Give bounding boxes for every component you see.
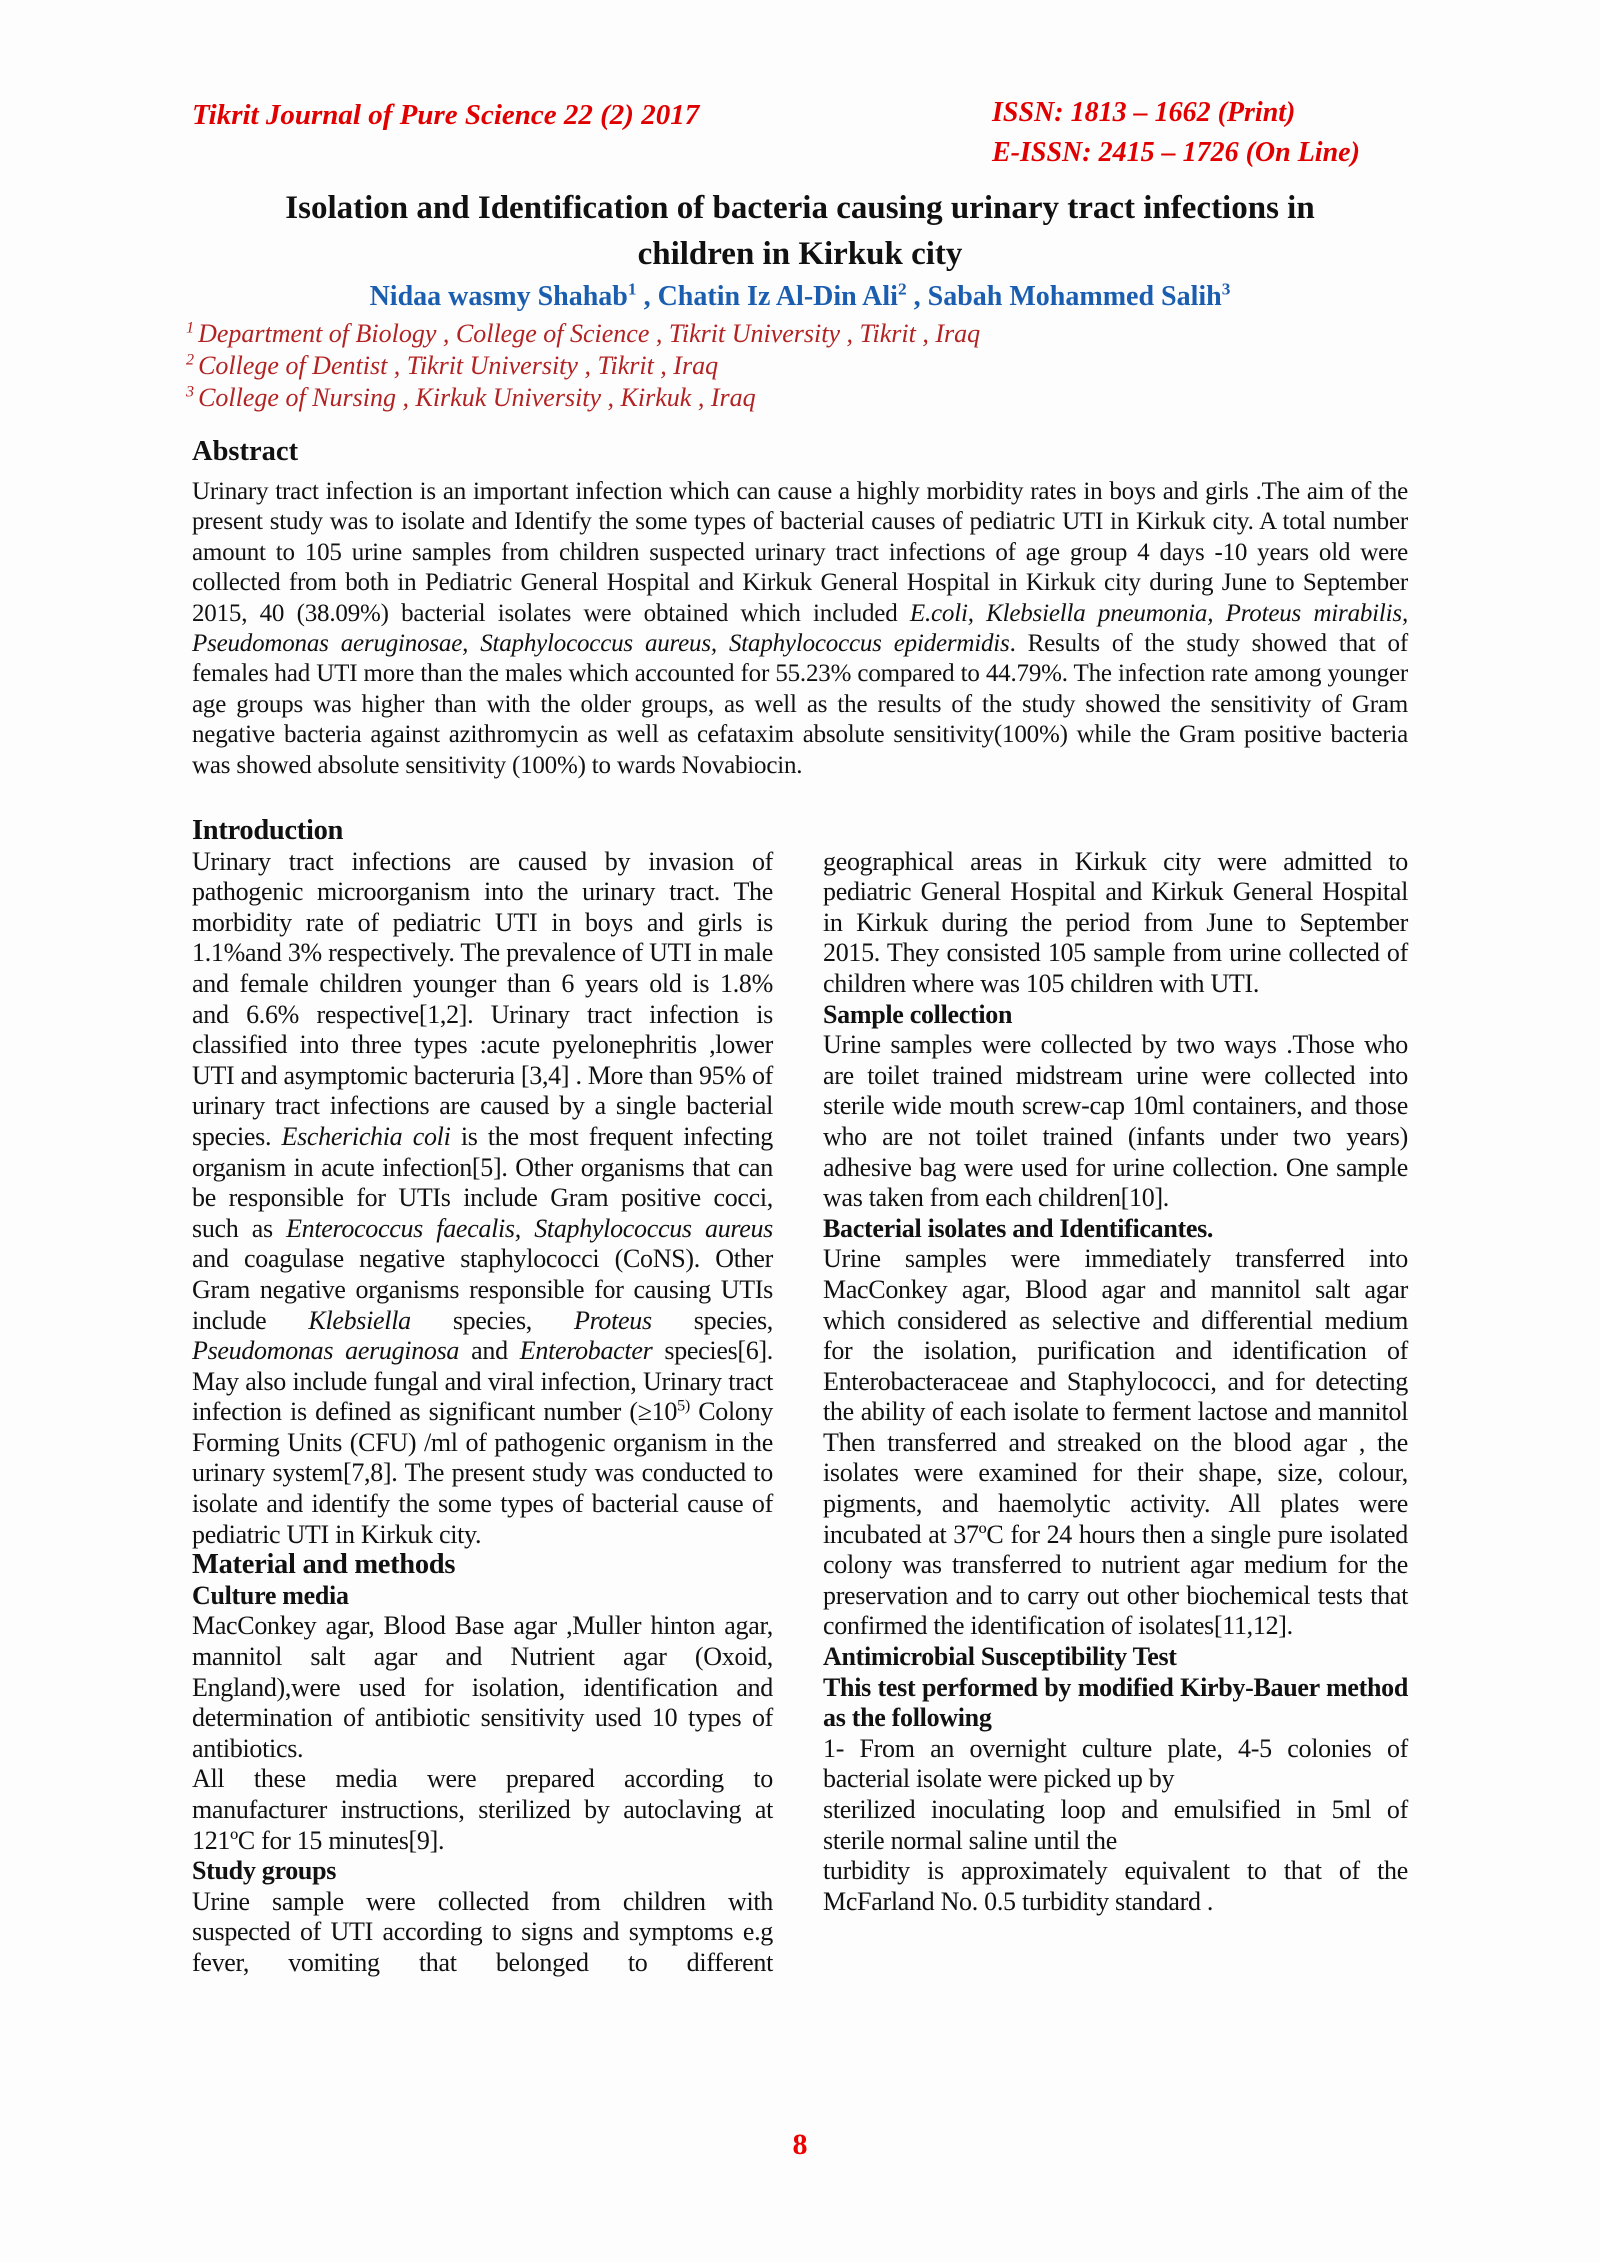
journal-title: Tikrit Journal of Pure Science 22 (2) 2017 [192,99,700,131]
section-heading: Culture media [192,1580,349,1610]
issn-online: E-ISSN: 2415 – 1726 (On Line) [992,137,1360,168]
column-right [823,816,1408,1979]
affiliations [186,318,980,414]
affiliation-line-2: $^2$ College of Dentist , Tikrit University , Tikrit , Iraq [186,351,719,380]
paragraph: Urine sample were collected from children with suspected of UTI according to signs and symptoms e.g fever, vomiting that belonged to different [192,1886,773,1977]
section-heading: Study groups [192,1856,337,1886]
paragraph: Urinary tract infections are caused by invasion of pathogenic microorganism into the urinary tract. The morbidity rate of pediatric UTI in boys and girls is 1.1%and 3% respectively. The prevalence of UTI in male and female children younger than 6 years old is 1.8% and 6.6% respective[1,2]. Urinary tract infection is classified into three types :acute pyelonephritis ,lower UTI and asymptomic bacteruria [3,4] . More than 95% of urinary tract infections are caused by a single bacterial species. Escherichia coli is the most frequent infecting organism in acute infection[5]. Other organisms that can be responsible for UTIs include Gram positive cocci, such as Enterococcus faecalis, Staphylococcus aureus and coagulase negative staphylococci (CoNS). Other Gram negative organisms responsible for causing UTIs include Klebsiella species, Proteus species, Pseudomonas aeruginosa and Enterobacter species[6]. May also include fungal and viral infection, Urinary tract infection is defined as significant number ($\ge 10^{5)}$ Colony Forming Units (CFU) /ml of pathogenic organism in the urinary system[7,8]. The present study was conducted to isolate and identify the some types of bacterial cause of pediatric UTI in Kirkuk city. [192,846,774,1549]
section-heading: Material and methods [192,1549,456,1581]
article-title [192,185,1408,277]
paragraph: MacConkey agar, Blood Base agar ,Muller hinton agar, mannitol salt agar and Nutrient agar (Oxoid, England),were used for isolation, identification and determination of antibiotic sensitivity used 10 types of antibiotics. [192,1611,773,1763]
affiliation-line-3: $^3$ College of Nursing , Kirkuk University , Kirkuk , Iraq [186,383,756,412]
section-heading: Bacterial isolates and Identificantes. [823,1213,1214,1243]
column-left [192,816,773,1979]
section-heading: This test performed by modified Kirby-Bauer method as the following [823,1672,1408,1733]
paragraph: turbidity is approximately equivalent to that of the McFarland No. 0.5 turbidity standard . [823,1856,1408,1916]
paragraph: sterilized inoculating loop and emulsified in 5ml of sterile normal saline until the [823,1795,1408,1855]
paragraph: Urine samples were collected by two ways .Those who are toilet trained midstream urine were collected into sterile wide mouth screw-cap 10ml containers, and those who are not toilet trained (infants under two years) adhesive bag were used for urine collection. One sample was taken from each children[10]. [823,1030,1408,1213]
paragraph: All these media were prepared according to manufacturer instructions, sterilized by autoclaving at 121ºC for 15 minutes[9]. [192,1764,773,1855]
two-column-body [192,816,1408,1979]
paragraph: Urine samples were immediately transferred into MacConkey agar, Blood agar and mannitol salt agar which considered as selective and differential medium for the isolation, purification and identification of Enterobacteraceae and Staphylococci, and for detecting the ability of each isolate to ferment lactose and mannitol Then transferred and streaked on the blood agar , the isolates were examined for their shape, size, colour, pigments, and haemolytic activity. All plates were incubated at 37ºC for 24 hours then a single pure isolated colony was transferred to nutrient agar medium for the preservation and to carry out other biochemical tests that confirmed the identification of isolates[11,12]. [823,1244,1408,1641]
section-heading: Antimicrobial Susceptibility Test [823,1642,1177,1672]
authors-line: Nidaa wasmy Shahab$^1$ , Chatin Iz Al-Din Ali$^2$ , Sabah Mohammed Salih$^3$ [369,279,1231,312]
abstract-paragraph: Urinary tract infection is an important infection which can cause a highly morbidity rates in boys and girls .The aim of the present study was to isolate and Identify the some types of bacterial causes of pediatric UTI in Kirkuk city. A total number amount to 105 urine samples from children suspected urinary tract infections of age group 4 days -10 years old were collected from both in Pediatric General Hospital and Kirkuk General Hospital in Kirkuk city during June to September 2015, 40 (38.09%) bacterial isolates were obtained which included E.coli, Klebsiella pneumonia, Proteus mirabilis, Pseudomonas aeruginosae, Staphylococcus aureus, Staphylococcus epidermidis. Results of the study showed that of females had UTI more than the males which accounted for 55.23% compared to 44.79%. The infection rate among younger age groups was higher than with the older groups, as well as the results of the study showed the sensitivity of Gram negative bacteria against azithromycin as well as cefataxim absolute sensitivity(100%) while the Gram positive bacteria was showed absolute sensitivity (100%) to wards Novabiocin. [192,478,1408,779]
paragraph: 1- From an overnight culture plate, 4-5 colonies of bacterial isolate were picked up by [823,1733,1408,1794]
abstract-heading: Abstract [192,436,299,467]
article-title-line2: children in Kirkuk city [637,236,963,272]
section-heading: Sample collection [823,999,1013,1029]
page-number: 8 [792,2128,808,2161]
paragraph: geographical areas in Kirkuk city were admitted to pediatric General Hospital and Kirkuk General Hospital in Kirkuk during the period from June to September 2015. They consisted 105 sample from urine collected of children where was 105 children with UTI. [823,846,1408,998]
section-heading: Introduction [192,815,344,846]
issn-block [992,93,1360,173]
issn-print: ISSN: 1813 – 1662 (Print) [992,97,1296,128]
article-title-line1: Isolation and Identification of bacteria causing urinary tract infections in [285,190,1315,226]
affiliation-line-1: $^1$ Department of Biology , College of Science , Tikrit University , Tikrit , Iraq [186,319,981,348]
